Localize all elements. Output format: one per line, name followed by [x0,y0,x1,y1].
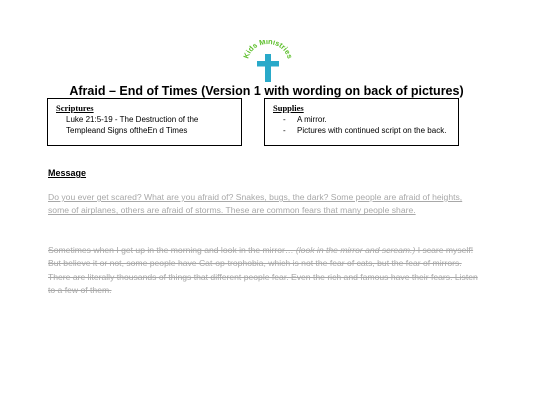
page-title: Afraid – End of Times (Version 1 with wording on back of pictures) [69,84,464,98]
message-paragraph-1: Do you ever get scared? What are you afraid of? Snakes, bugs, the dark? Some people are afraid of heights, some of airplanes, others are afraid of storms. These are common fears that many people share. [48,192,463,216]
supplies-heading: Supplies [273,103,304,113]
supplies-box [264,98,459,146]
supply-item-pictures: - Pictures with continued script on the back. [283,126,450,137]
supplies-list [273,115,450,137]
kids-ministries-logo [242,40,294,84]
message-paragraph-2 [48,244,484,298]
scriptures-box [47,98,242,146]
paragraph-2-start: Sometimes when I get up in the morning and look in the mirror… [48,245,296,255]
scriptures-heading: Scriptures [56,103,94,113]
message-heading: Message [48,168,87,178]
svg-text:Kids Ministries: Kids Ministries [242,40,294,60]
stage-direction: (look in the mirror and scream.) [295,245,416,255]
paragraph-2-end: I scare myself! But believe it or not, some people have Cat-op-trophobia, which is not the fear of cats, but the fear of mirrors. There are literally thousands of things that different people fear. Even the rich and famous have their fears. Listen to a few of them. [48,245,478,296]
scripture-reference: Luke 21:5-19 - The Destruction of the Templeand Signs oftheEn d Times [66,115,199,136]
supply-item-mirror: - A mirror. [283,115,450,126]
cross-logo-icon [242,40,294,84]
